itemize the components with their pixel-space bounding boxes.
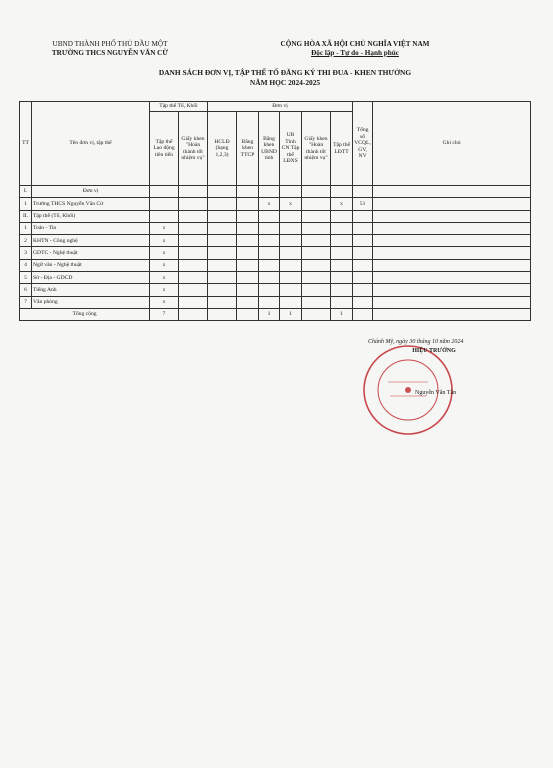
signature-date: Chánh Mỹ, ngày 30 tháng 10 năm 2024 — [368, 339, 464, 345]
header-gk-donvi: Giấy khen "Hoàn thành tốt nhiệm vụ" — [302, 112, 331, 186]
row-cell — [208, 235, 237, 247]
total-cell: 1 — [259, 308, 280, 320]
national-motto: Độc lập - Tự do - Hạnh phúc — [311, 49, 399, 57]
header-ub-tinh: UB Tỉnh CN Tập thể LĐXS — [280, 112, 302, 186]
row-cell: x — [150, 259, 179, 271]
row-cell — [150, 210, 179, 222]
row-cell — [280, 247, 302, 259]
row-cell — [208, 210, 237, 222]
row-cell — [208, 222, 237, 234]
row-tt: I. — [20, 186, 32, 198]
total-cell — [353, 308, 373, 320]
title-line2: NĂM HỌC 2024-2025 — [249, 78, 321, 87]
row-cell — [179, 210, 208, 222]
row-name: Tiếng Anh — [32, 284, 150, 296]
row-cell — [302, 186, 331, 198]
row-cell — [259, 235, 280, 247]
row-cell — [280, 210, 302, 222]
row-cell — [353, 296, 373, 308]
row-cell — [179, 284, 208, 296]
row-cell — [353, 247, 373, 259]
total-cell: 7 — [150, 308, 179, 320]
row-name: Sử - Địa - GDCD — [32, 272, 150, 284]
row-tt: 7 — [20, 296, 32, 308]
row-notes — [373, 210, 531, 222]
row-cell — [331, 247, 353, 259]
row-cell — [353, 235, 373, 247]
row-cell — [208, 272, 237, 284]
row-cell — [237, 259, 259, 271]
header-gk-tapthe: Giấy khen "Hoàn thành tốt nhiệm vụ" — [179, 112, 208, 186]
row-cell — [331, 235, 353, 247]
row-cell — [353, 284, 373, 296]
row-cell — [237, 198, 259, 210]
row-cell — [331, 186, 353, 198]
row-cell: x — [150, 247, 179, 259]
row-cell: x — [150, 272, 179, 284]
row-notes — [373, 222, 531, 234]
header-tt: TT — [20, 102, 32, 186]
row-cell — [302, 296, 331, 308]
row-tt: 2 — [20, 235, 32, 247]
row-tt: II. — [20, 210, 32, 222]
total-cell — [208, 308, 237, 320]
table-row — [20, 296, 531, 308]
row-cell — [353, 272, 373, 284]
row-tt: 1 — [20, 198, 32, 210]
row-cell — [208, 296, 237, 308]
table-row — [20, 222, 531, 234]
row-cell — [179, 222, 208, 234]
document-title — [40, 68, 530, 88]
row-cell — [237, 222, 259, 234]
title-line1: DANH SÁCH ĐƠN VỊ, TẬP THỂ TỔ ĐĂNG KÝ THI ĐUA - KHEN THƯỞNG — [158, 68, 412, 77]
row-name: Văn phòng — [32, 296, 150, 308]
row-cell — [259, 284, 280, 296]
row-notes — [373, 247, 531, 259]
row-cell — [179, 259, 208, 271]
row-name: Tập thể (Tổ, Khối) — [32, 210, 150, 222]
total-cell — [237, 308, 259, 320]
row-cell — [259, 186, 280, 198]
row-notes — [373, 284, 531, 296]
row-cell — [150, 198, 179, 210]
row-cell — [179, 272, 208, 284]
row-notes — [373, 296, 531, 308]
table-row — [20, 272, 531, 284]
row-cell — [179, 186, 208, 198]
row-name: GDTC - Nghệ thuật — [32, 247, 150, 259]
total-cell — [179, 308, 208, 320]
table-row — [20, 198, 531, 210]
row-cell — [302, 247, 331, 259]
header-ldtt: Tập thể Lao động tiên tiến — [150, 112, 179, 186]
row-cell: x — [259, 198, 280, 210]
row-notes — [373, 198, 531, 210]
row-cell — [237, 235, 259, 247]
row-cell: x — [331, 198, 353, 210]
row-cell — [179, 296, 208, 308]
row-cell — [208, 198, 237, 210]
row-notes — [373, 259, 531, 271]
row-name: Ngữ văn - Nghệ thuật — [32, 259, 150, 271]
row-cell — [208, 186, 237, 198]
registration-table — [19, 101, 531, 321]
row-cell — [302, 284, 331, 296]
row-cell — [353, 222, 373, 234]
row-cell: x — [150, 284, 179, 296]
table-row — [20, 235, 531, 247]
row-cell — [259, 296, 280, 308]
row-cell — [237, 272, 259, 284]
row-cell — [353, 186, 373, 198]
row-cell — [150, 186, 179, 198]
row-tt: 6 — [20, 284, 32, 296]
row-cell — [280, 296, 302, 308]
row-cell — [208, 259, 237, 271]
row-cell — [237, 284, 259, 296]
row-name: Đơn vị — [32, 186, 150, 198]
row-cell — [280, 186, 302, 198]
signature-title: HIỆU TRƯỞNG — [412, 348, 456, 354]
row-cell: x — [150, 235, 179, 247]
row-cell: x — [280, 198, 302, 210]
total-notes — [373, 308, 531, 320]
header-name: Tên đơn vị, tập thể — [32, 102, 150, 186]
header-tapthe-ldtt: Tập thể LĐTT — [331, 112, 353, 186]
row-cell — [302, 198, 331, 210]
header-notes: Ghi chú — [373, 102, 531, 186]
row-cell — [331, 210, 353, 222]
table-row — [20, 284, 531, 296]
issuer-city: UBND THÀNH PHỐ THỦ DẦU MỘT — [52, 40, 168, 48]
row-cell — [237, 296, 259, 308]
row-cell — [179, 235, 208, 247]
row-cell — [208, 247, 237, 259]
header-group-donvi: Đơn vị — [208, 102, 353, 112]
row-cell — [353, 210, 373, 222]
row-cell — [353, 259, 373, 271]
row-cell — [179, 247, 208, 259]
row-name: KHTN - Công nghệ — [32, 235, 150, 247]
row-tt: 4 — [20, 259, 32, 271]
total-cell: 1 — [331, 308, 353, 320]
header-bk-ubnd: Bằng khen UBND tỉnh — [259, 112, 280, 186]
row-cell — [237, 210, 259, 222]
row-cell — [331, 284, 353, 296]
row-tt: 3 — [20, 247, 32, 259]
row-cell — [331, 222, 353, 234]
table-row — [20, 259, 531, 271]
row-notes — [373, 272, 531, 284]
national-name: CỘNG HÒA XÃ HỘI CHỦ NGHĨA VIỆT NAM — [280, 40, 430, 48]
row-cell — [259, 247, 280, 259]
row-cell: x — [150, 296, 179, 308]
row-tt: 5 — [20, 272, 32, 284]
row-cell — [179, 198, 208, 210]
header-bk-ttcp: Bằng khen TTCP — [237, 112, 259, 186]
issuer-block — [20, 40, 200, 58]
row-name: Trường THCS Nguyễn Văn Cừ — [32, 198, 150, 210]
row-cell — [280, 284, 302, 296]
row-cell — [302, 259, 331, 271]
signature-name: Nguyễn Văn Tân — [415, 390, 457, 396]
table-row — [20, 210, 531, 222]
row-cell — [280, 235, 302, 247]
national-motto-block — [250, 40, 460, 58]
row-cell: 51 — [353, 198, 373, 210]
row-notes — [373, 235, 531, 247]
header-group-tapthe: Tập thể Tổ, Khối — [150, 102, 208, 112]
row-cell — [302, 272, 331, 284]
table-row — [20, 247, 531, 259]
row-cell — [237, 247, 259, 259]
issuer-school: TRƯỜNG THCS NGUYỄN VĂN CỪ — [51, 49, 169, 57]
row-cell — [259, 210, 280, 222]
header-total-staff: Tổng số VCQL, GV, NV — [353, 102, 373, 186]
row-cell — [331, 259, 353, 271]
header-hcld: HCLĐ (hạng 1,2,3) — [208, 112, 237, 186]
row-cell: x — [150, 222, 179, 234]
table-row — [20, 186, 531, 198]
total-row — [20, 308, 531, 320]
row-cell — [259, 259, 280, 271]
row-cell — [302, 235, 331, 247]
row-cell — [331, 272, 353, 284]
row-cell — [280, 222, 302, 234]
row-tt: 1 — [20, 222, 32, 234]
row-name: Toán - Tin — [32, 222, 150, 234]
row-cell — [331, 296, 353, 308]
row-cell — [259, 222, 280, 234]
total-cell: 1 — [280, 308, 302, 320]
row-cell — [237, 186, 259, 198]
row-cell — [280, 259, 302, 271]
row-cell — [208, 284, 237, 296]
row-notes — [373, 186, 531, 198]
row-cell — [302, 222, 331, 234]
total-label: Tổng cộng — [20, 308, 150, 320]
row-cell — [259, 272, 280, 284]
row-cell — [302, 210, 331, 222]
row-cell — [280, 272, 302, 284]
total-cell — [302, 308, 331, 320]
